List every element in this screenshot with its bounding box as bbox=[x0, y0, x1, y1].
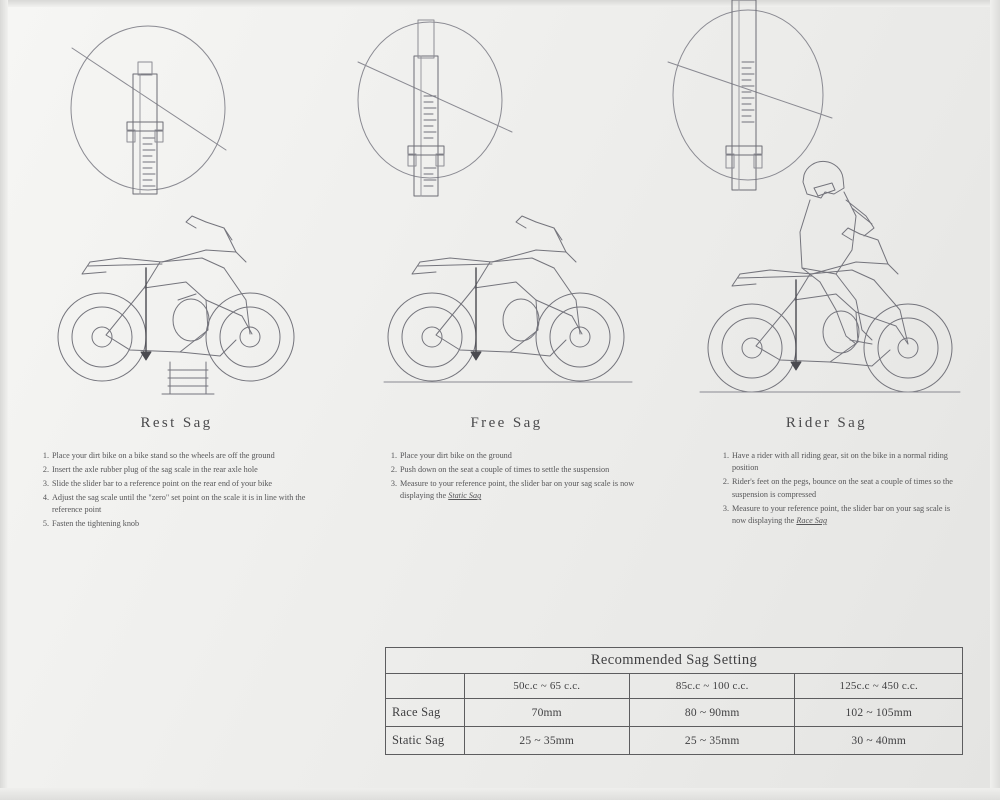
static-sag-85-100cc: 25 ~ 35mm bbox=[629, 727, 794, 755]
rider-sag-steps bbox=[718, 450, 953, 529]
recommended-sag-setting-table bbox=[385, 647, 963, 755]
list-item: 1. Place your dirt bike on a bike stand so the wheels are off the ground bbox=[42, 451, 275, 460]
rider-person-drawing bbox=[800, 161, 874, 344]
paper-edge-left bbox=[0, 0, 8, 800]
paper-edge-bottom bbox=[0, 788, 1000, 800]
list-item: 2. Insert the axle rubber plug of the sag scale in the rear axle hole bbox=[42, 464, 258, 474]
list-item: 1. Place your dirt bike on the ground bbox=[390, 451, 512, 460]
panel-title-rest-sag: Rest Sag bbox=[140, 415, 213, 431]
panel-title-rider-sag: Rider Sag bbox=[785, 415, 868, 431]
panel-rider-sag bbox=[660, 0, 993, 620]
rest-magnifier-circle bbox=[71, 26, 226, 190]
free-sag-scale bbox=[408, 20, 444, 196]
list-item: 3. Measure to your reference point, the slider bar on your sag scale is now displaying the Static Sag bbox=[390, 478, 635, 501]
table-title: Recommended Sag Setting bbox=[386, 648, 963, 674]
rider-sag-figure bbox=[660, 0, 993, 415]
row-header-static-sag: Static Sag bbox=[386, 727, 465, 755]
rest-sag-scale bbox=[127, 62, 163, 194]
race-sag-85-100cc: 80 ~ 90mm bbox=[629, 699, 794, 727]
column-header-125-450cc: 125c.c ~ 450 c.c. bbox=[795, 674, 963, 699]
column-header-50-65cc: 50c.c ~ 65 c.c. bbox=[464, 674, 629, 699]
free-bike-drawing bbox=[384, 216, 632, 382]
row-header-race-sag: Race Sag bbox=[386, 699, 465, 727]
rest-sag-figure bbox=[10, 0, 343, 415]
list-item: 2. Push down on the seat a couple of times to settle the suspension bbox=[390, 464, 610, 474]
race-sag-50-65cc: 70mm bbox=[464, 699, 629, 727]
table-title-row bbox=[386, 648, 963, 674]
list-item: 2. Rider's feet on the pegs, bounce on the seat a couple of times so the suspension is compressed bbox=[722, 477, 953, 499]
panel-rest-sag bbox=[10, 0, 343, 620]
list-item: 3. Measure to your reference point, the slider bar on your sag scale is now displaying the Race Sag bbox=[722, 503, 951, 526]
race-sag-emphasis: Race Sag bbox=[796, 516, 828, 526]
list-item: 3. Slide the slider bar to a reference point on the rear end of your bike bbox=[42, 478, 273, 488]
free-sag-step-3: Measure to your reference point, the slider bar on your sag scale is now displaying the Static Sag bbox=[400, 478, 635, 501]
rider-sag-scale bbox=[726, 0, 762, 190]
rider-bike-drawing bbox=[700, 228, 960, 392]
table-row bbox=[386, 727, 963, 755]
table-corner-cell bbox=[386, 674, 465, 699]
static-sag-125-450cc: 30 ~ 40mm bbox=[795, 727, 963, 755]
rest-sag-steps bbox=[38, 450, 306, 532]
list-item: 4. Adjust the sag scale until the "zero" set point on the scale it is in line with the reference point bbox=[42, 492, 306, 515]
panel-free-sag bbox=[340, 0, 673, 620]
list-item: 5. Fasten the tightening knob bbox=[42, 519, 140, 529]
static-sag-50-65cc: 25 ~ 35mm bbox=[464, 727, 629, 755]
race-sag-125-450cc: 102 ~ 105mm bbox=[795, 699, 963, 727]
free-sag-figure bbox=[340, 0, 673, 415]
table-row bbox=[386, 699, 963, 727]
static-sag-emphasis: Static Sag bbox=[448, 491, 482, 501]
rest-bike-drawing bbox=[58, 216, 294, 394]
rider-sag-step-3: Measure to your reference point, the slider bar on your sag scale is now displaying the Race Sag bbox=[732, 503, 951, 526]
panel-title-free-sag: Free Sag bbox=[470, 415, 543, 431]
table-header-row bbox=[386, 674, 963, 699]
free-sag-steps bbox=[386, 450, 636, 504]
list-item: 1. Have a rider with all riding gear, sit on the bike in a normal riding position bbox=[722, 451, 948, 473]
column-header-85-100cc: 85c.c ~ 100 c.c. bbox=[629, 674, 794, 699]
